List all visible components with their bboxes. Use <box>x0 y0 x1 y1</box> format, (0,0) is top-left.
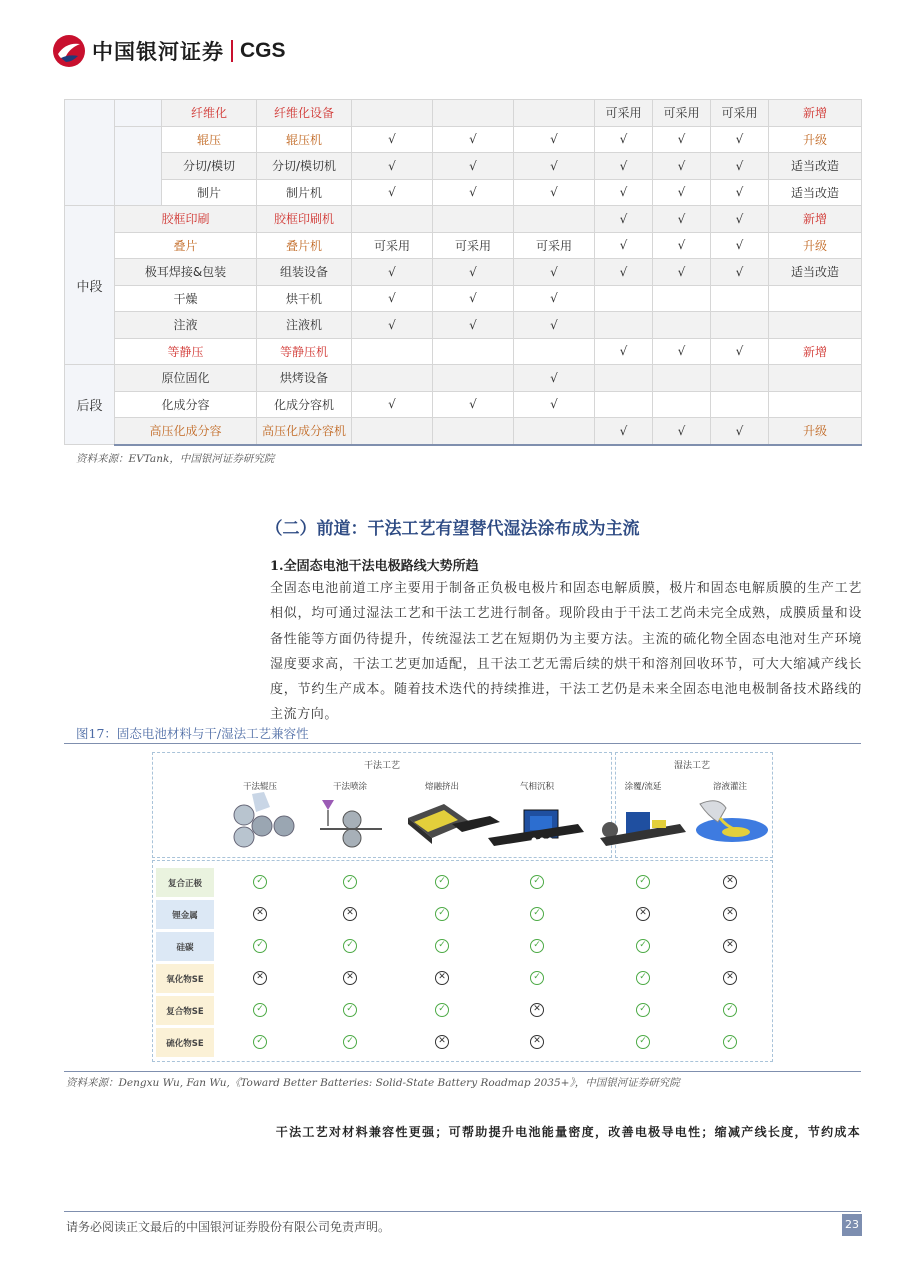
compat-cell: √ <box>514 179 595 206</box>
compat-cell: √ <box>433 259 514 286</box>
compat-cell: √ <box>514 126 595 153</box>
dry-spray-illustration <box>320 800 382 847</box>
change-type-cell: 新增 <box>769 206 862 233</box>
compat-cell <box>352 100 433 127</box>
process-label: 气相沉积 <box>519 782 554 792</box>
compat-cell <box>653 365 711 392</box>
stage-cell-mid: 中段 <box>65 206 115 365</box>
table-row <box>65 179 862 206</box>
compat-cell: √ <box>595 259 653 286</box>
compat-cell <box>514 100 595 127</box>
equipment-cell: 组装设备 <box>257 259 352 286</box>
compat-cell <box>595 285 653 312</box>
compat-cell: √ <box>352 391 433 418</box>
compatible-check-icon: ✓ <box>723 1035 737 1049</box>
compat-cell: √ <box>653 232 711 259</box>
change-type-cell: 升级 <box>769 418 862 445</box>
compatible-check-icon: ✓ <box>343 939 357 953</box>
equipment-cell: 烘干机 <box>257 285 352 312</box>
process-label: 溶液灌注 <box>712 782 747 792</box>
process-label: 熔融挤出 <box>424 782 459 792</box>
process-step-cell: 极耳焊接&包装 <box>115 259 257 286</box>
table-row <box>65 206 862 233</box>
compat-cell: 可采用 <box>352 232 433 259</box>
stage-cell-front <box>65 100 115 206</box>
incompatible-cross-icon: ✕ <box>253 907 267 921</box>
incompatible-cross-icon: ✕ <box>636 907 650 921</box>
process-step-cell: 干燥 <box>115 285 257 312</box>
material-label: 复合物SE <box>156 996 214 1025</box>
matrix-box <box>152 860 773 1062</box>
compatible-check-icon: ✓ <box>636 971 650 985</box>
process-label: 涂覆/流延 <box>624 782 662 792</box>
compatible-check-icon: ✓ <box>435 875 449 889</box>
change-type-cell: 升级 <box>769 232 862 259</box>
process-step-cell: 胶框印刷 <box>115 206 257 233</box>
compatible-check-icon: ✓ <box>253 1003 267 1017</box>
compat-cell <box>433 206 514 233</box>
compat-cell: √ <box>711 153 769 180</box>
compatible-check-icon: ✓ <box>636 939 650 953</box>
change-type-cell: 适当改造 <box>769 179 862 206</box>
compatible-check-icon: ✓ <box>435 939 449 953</box>
incompatible-cross-icon: ✕ <box>530 1035 544 1049</box>
change-type-cell: 适当改造 <box>769 153 862 180</box>
compat-cell: √ <box>514 259 595 286</box>
solution-infusion-illustration <box>696 801 768 842</box>
footer-disclaimer: 请务必阅读正文最后的中国银河证券股份有限公司免责声明。 <box>66 1220 391 1234</box>
equipment-cell: 纤维化设备 <box>257 100 352 127</box>
process-label: 干法辊压 <box>242 782 277 792</box>
compat-cell <box>711 285 769 312</box>
incompatible-cross-icon: ✕ <box>343 971 357 985</box>
compat-cell: √ <box>433 179 514 206</box>
section-title: （二）前道：干法工艺有望替代湿法涂布成为主流 <box>265 519 640 539</box>
compat-cell <box>514 338 595 365</box>
compat-cell <box>653 285 711 312</box>
compatible-check-icon: ✓ <box>636 875 650 889</box>
incompatible-cross-icon: ✕ <box>435 971 449 985</box>
compat-cell <box>433 100 514 127</box>
compat-cell: 可采用 <box>595 100 653 127</box>
compat-cell: √ <box>711 338 769 365</box>
compat-cell: √ <box>595 232 653 259</box>
equipment-cell: 高压化成分容机 <box>257 418 352 445</box>
equipment-compatibility-table <box>64 99 862 446</box>
compatible-check-icon: ✓ <box>343 1035 357 1049</box>
process-illustrations <box>152 752 772 856</box>
compat-cell <box>595 312 653 339</box>
compat-cell: √ <box>653 259 711 286</box>
wet-group-label: 湿法工艺 <box>673 761 710 771</box>
stage-cell-back: 后段 <box>65 365 115 445</box>
sub-stage-cell <box>115 126 162 206</box>
coating-casting-illustration <box>600 812 686 846</box>
table-row <box>65 153 862 180</box>
compat-cell: √ <box>433 126 514 153</box>
compatible-check-icon: ✓ <box>435 907 449 921</box>
brand-name-en: CGS <box>240 39 286 62</box>
compat-cell: √ <box>711 206 769 233</box>
table-row <box>65 259 862 286</box>
compat-cell: √ <box>653 126 711 153</box>
compat-cell: √ <box>595 153 653 180</box>
compat-cell: √ <box>653 179 711 206</box>
compatible-check-icon: ✓ <box>636 1003 650 1017</box>
compat-cell <box>653 312 711 339</box>
compat-cell: 可采用 <box>514 232 595 259</box>
process-step-cell: 注液 <box>115 312 257 339</box>
compat-cell: 可采用 <box>433 232 514 259</box>
process-step-cell: 原位固化 <box>115 365 257 392</box>
change-type-cell: 新增 <box>769 338 862 365</box>
brand-name-cn: 中国银河证券 <box>92 40 224 64</box>
compatible-check-icon: ✓ <box>636 1035 650 1049</box>
process-step-cell: 纤维化 <box>162 100 257 127</box>
melt-extrusion-illustration <box>408 804 500 844</box>
process-step-cell: 等静压 <box>115 338 257 365</box>
change-type-cell: 新增 <box>769 100 862 127</box>
compat-cell: √ <box>514 391 595 418</box>
compatible-check-icon: ✓ <box>435 1003 449 1017</box>
paragraph-text: 全固态电池前道工序主要用于制备正负极电极片和固态电解质膜，极片和固态电解质膜的生产工艺相似，均可通过湿法工艺和干法工艺进行制备。现阶段由于干法工艺尚未完全成熟，成膜质量和设备性能等方面仍待提升，传统湿法工艺在短期仍为主要方法。主流的硫化物全固态电池对生产环境湿度要求高，干法工艺更加适配，且干法工艺无需后续的烘干和溶剂回收环节，可大大缩减产线长度，节约生产成本。随着技术迭代的持续推进，干法工艺仍是未来全固态电池电极制备技术路线的主流方向。 <box>270 581 862 723</box>
compat-cell <box>433 338 514 365</box>
compatible-check-icon: ✓ <box>343 1003 357 1017</box>
compat-cell: √ <box>352 179 433 206</box>
equipment-cell: 辊压机 <box>257 126 352 153</box>
figure-title-rule <box>64 743 861 744</box>
dry-group-label: 干法工艺 <box>363 761 400 771</box>
brand-divider <box>231 40 233 62</box>
compatible-check-icon: ✓ <box>530 907 544 921</box>
sub-stage-cell <box>115 100 162 127</box>
vapor-deposition-illustration <box>488 810 584 846</box>
compatible-check-icon: ✓ <box>530 875 544 889</box>
material-label: 硅碳 <box>156 932 214 961</box>
compat-cell <box>352 365 433 392</box>
compatible-check-icon: ✓ <box>253 1035 267 1049</box>
table-source: 资料来源：EVTank，中国银河证券研究院 <box>76 453 275 465</box>
equipment-cell: 制片机 <box>257 179 352 206</box>
table-row <box>65 285 862 312</box>
compat-cell: √ <box>595 338 653 365</box>
figure-summary: 干法工艺对材料兼容性更强；可帮助提升电池能量密度，改善电极导电性；缩减产线长度，节约成本 <box>275 1125 861 1139</box>
subsection-title: 1.全固态电池干法电极路线大势所趋 <box>270 559 479 574</box>
compat-cell: √ <box>514 285 595 312</box>
compat-cell: √ <box>711 259 769 286</box>
compat-cell: √ <box>653 418 711 445</box>
brand-header <box>52 34 286 68</box>
compat-cell <box>514 418 595 445</box>
cgs-logo-icon <box>52 34 86 68</box>
compat-cell: √ <box>514 365 595 392</box>
incompatible-cross-icon: ✕ <box>723 971 737 985</box>
equipment-cell: 注液机 <box>257 312 352 339</box>
process-step-cell: 高压化成分容 <box>115 418 257 445</box>
change-type-cell <box>769 391 862 418</box>
table-row <box>65 312 862 339</box>
compatible-check-icon: ✓ <box>530 971 544 985</box>
compatibility-figure <box>152 752 772 1062</box>
process-label: 干法喷涂 <box>332 782 367 792</box>
equipment-cell: 叠片机 <box>257 232 352 259</box>
process-step-cell: 化成分容 <box>115 391 257 418</box>
process-step-cell: 制片 <box>162 179 257 206</box>
compat-cell: √ <box>653 153 711 180</box>
compat-cell <box>433 365 514 392</box>
compat-cell: √ <box>352 259 433 286</box>
compat-cell <box>595 391 653 418</box>
table-row <box>65 126 862 153</box>
page-number: 23 <box>842 1214 862 1236</box>
compat-cell <box>653 391 711 418</box>
compat-cell <box>711 312 769 339</box>
equipment-cell: 烘烤设备 <box>257 365 352 392</box>
compat-cell <box>433 418 514 445</box>
compat-cell <box>352 338 433 365</box>
change-type-cell <box>769 365 862 392</box>
compatible-check-icon: ✓ <box>530 939 544 953</box>
figure-source: 资料来源：Dengxu Wu, Fan Wu,《Toward Better Batteries: Solid-State Battery Roadmap 2035+》，中国银河证券研究院 <box>66 1077 680 1089</box>
compatible-check-icon: ✓ <box>723 1003 737 1017</box>
body-paragraph <box>270 576 862 728</box>
compat-cell: √ <box>711 232 769 259</box>
compat-cell: √ <box>433 285 514 312</box>
compat-cell: √ <box>595 126 653 153</box>
compatible-check-icon: ✓ <box>253 939 267 953</box>
change-type-cell: 升级 <box>769 126 862 153</box>
compat-cell: √ <box>433 312 514 339</box>
figure-title: 图17：固态电池材料与干/湿法工艺兼容性 <box>76 726 309 741</box>
table-row <box>65 232 862 259</box>
compat-cell: √ <box>595 418 653 445</box>
equipment-cell: 化成分容机 <box>257 391 352 418</box>
incompatible-cross-icon: ✕ <box>530 1003 544 1017</box>
compat-cell: √ <box>711 179 769 206</box>
compatible-check-icon: ✓ <box>343 875 357 889</box>
compat-cell <box>352 418 433 445</box>
table-row <box>65 391 862 418</box>
compat-cell: √ <box>514 312 595 339</box>
table-row <box>65 100 862 127</box>
equipment-cell: 等静压机 <box>257 338 352 365</box>
compat-cell: √ <box>433 153 514 180</box>
compat-cell: 可采用 <box>711 100 769 127</box>
compat-cell: √ <box>711 418 769 445</box>
incompatible-cross-icon: ✕ <box>343 907 357 921</box>
table-row <box>65 338 862 365</box>
compat-cell: √ <box>352 312 433 339</box>
equipment-cell: 胶框印刷机 <box>257 206 352 233</box>
incompatible-cross-icon: ✕ <box>253 971 267 985</box>
process-step-cell: 分切/模切 <box>162 153 257 180</box>
table-row <box>65 418 862 445</box>
compat-cell: √ <box>653 338 711 365</box>
dry-roll-press-illustration <box>234 792 294 847</box>
compat-cell <box>711 391 769 418</box>
footer-rule <box>64 1211 861 1212</box>
incompatible-cross-icon: ✕ <box>723 875 737 889</box>
material-label: 氧化物SE <box>156 964 214 993</box>
material-label: 硫化物SE <box>156 1028 214 1057</box>
change-type-cell: 适当改造 <box>769 259 862 286</box>
equipment-cell: 分切/模切机 <box>257 153 352 180</box>
compat-cell: √ <box>595 206 653 233</box>
process-step-cell: 叠片 <box>115 232 257 259</box>
compat-cell: √ <box>711 126 769 153</box>
change-type-cell <box>769 285 862 312</box>
compat-cell <box>514 206 595 233</box>
compat-cell: √ <box>595 179 653 206</box>
compat-cell <box>595 365 653 392</box>
compat-cell: √ <box>433 391 514 418</box>
compat-cell: √ <box>352 153 433 180</box>
incompatible-cross-icon: ✕ <box>435 1035 449 1049</box>
material-label: 锂金属 <box>156 900 214 929</box>
change-type-cell <box>769 312 862 339</box>
compat-cell: √ <box>352 126 433 153</box>
figure-bottom-rule <box>64 1071 861 1072</box>
compatible-check-icon: ✓ <box>253 875 267 889</box>
compat-cell <box>711 365 769 392</box>
incompatible-cross-icon: ✕ <box>723 907 737 921</box>
incompatible-cross-icon: ✕ <box>723 939 737 953</box>
compat-cell: 可采用 <box>653 100 711 127</box>
compat-cell <box>352 206 433 233</box>
material-label: 复合正极 <box>156 868 214 897</box>
compat-cell: √ <box>352 285 433 312</box>
table-row <box>65 365 862 392</box>
process-step-cell: 辊压 <box>162 126 257 153</box>
compat-cell: √ <box>514 153 595 180</box>
compat-cell: √ <box>653 206 711 233</box>
